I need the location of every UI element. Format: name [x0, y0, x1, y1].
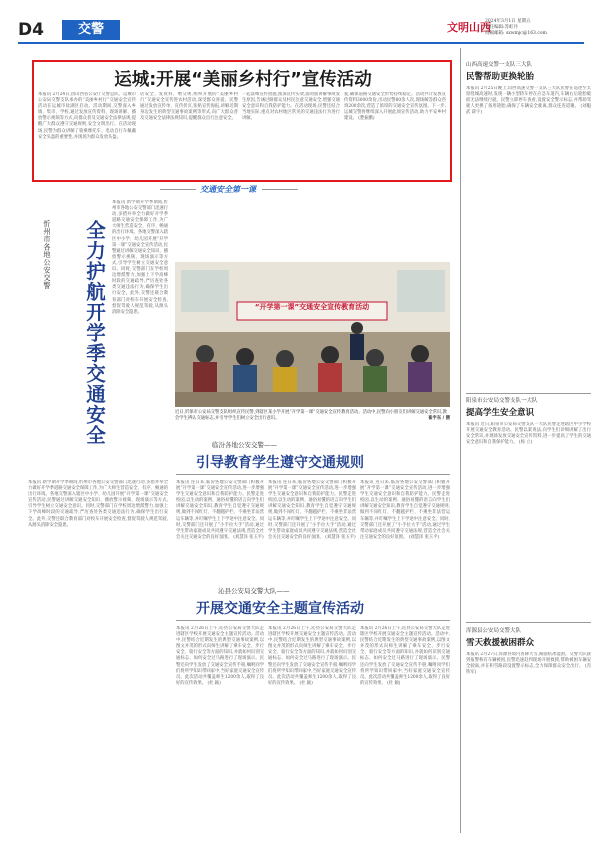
- header-meta: [485, 19, 547, 37]
- banner-rule-right: [262, 189, 298, 190]
- header-rule: [18, 42, 584, 44]
- right1-kicker: 山西高速交警一支队三大队: [466, 62, 533, 68]
- left-article-kicker: 忻州市各地公安交警: [43, 220, 52, 290]
- photo-caption-text: 近日,忻保市公安局交警支队组织宣传民警,到辖区某小学开展“开学第一课”交通安全宣传教育活动。活动中,民警向小朋友们讲解交通安全常识,教会学生辨认交通标志,并引导学生们树立安全出行意识。: [175, 410, 447, 421]
- right3-kicker: 浑源县公安局交警大队: [466, 628, 522, 634]
- sub1-headline: 引导教育学生遵守交通规则: [196, 455, 364, 471]
- right-rule-2: [466, 622, 591, 623]
- header-email: 投稿邮箱: sxwmjc@163.com: [485, 31, 547, 36]
- left-article-headline: 全力护航开学季交通安全: [83, 220, 106, 446]
- section-tag: 交警: [62, 20, 120, 40]
- header-date: 2024年3月1日 星期五: [485, 19, 531, 24]
- sub2-body-col2: 本报讯 2月26日上午,沁县公安局交警大队走进辖区学校开展交通安全主题宣传活动。活动中,民警结合近期发生的典型交通事故案例,以图文并茂的形式向师生讲解了乘车安全、步行安全、骑行安全等方面的知识,并就如何识别交通标志、如何安全过马路进行了现场演示。民警还向学生发放了交通安全宣传手册,嘱咐同学们将所学知识带回家中,当好家庭交通安全宣传员。此次活动共覆盖师生1200余人,取得了良好的宣传效果。 (杜 颖): [268, 626, 356, 686]
- photo-banner-text: “开学第一课”交通安全宣传教育活动: [254, 303, 370, 311]
- right2-kicker: 阳泉市公安局交警支队一大队: [466, 398, 538, 404]
- sub1-body-col2: 本报讯 连日来,临汾各地公安交警部门积极开展“开学第一课”交通安全宣传活动,进一步增强学生交通安全意识和自我防护能力。民警走进校园,以生动的案例、通俗易懂的语言向学生们讲解交通安全知识,教育学生自觉遵守交通规则,做到不闯红灯、不翻越护栏、不乘坐非法营运车辆等,并叮嘱学生上下学途中注意安全。同时,交警部门还开展了“小手拉大手”活动,通过学生带动家庭成员共同遵守交通法规,营造全社会关注交通安全的良好氛围。 (刘慧泽 张玉平): [268, 480, 356, 540]
- right3-headline: 雪天救援被困群众: [466, 638, 535, 648]
- page-number: D4: [18, 20, 44, 40]
- right2-body: 本报讯 近日,阳泉市公安局交警支队一大队民警走进辖区中小学校开展交通安全教育活动。民警以案说法,向学生们详细讲解了出行安全常识,并现场发放交通安全宣传资料,进一步提高了学生的交通安全意识和自我保护能力。 (杨 立): [466, 422, 591, 446]
- sub2-rule: [176, 620, 450, 621]
- right3-body: 本报讯 2月27日,浑源县境内普降大雪,路面结冰湿滑。交警大队接到报警称有车辆被困,民警迅速赶到现场开展救援,帮助被困车辆安全驶离,并在积雪路段设置警示标志,全力保障群众安全出行。 (肖铁军): [466, 652, 591, 676]
- main-article-col1: 本报讯 2月24日,由山西省公安厅交警总队、运城市公安局交警支队承办的“美丽乡村行”交通安全宣传活动在运城市盐湖区启动。活动期间,交警深入乡镇、集市、学校,通过发放宣传资料、现场讲解、播放警示视频等方式,向群众普及交通安全法律法规,提醒广大群众遵守交通规则,安全文明出行。在活动现场,民警为群众讲解了骑乘摩托车、电动自行车佩戴安全头盔的重要性,并现场为群众发放头盔。: [38, 92, 136, 140]
- sub1-body-col3: 本报讯 连日来,临汾各地公安交警部门积极开展“开学第一课”交通安全宣传活动,进一步增强学生交通安全意识和自我防护能力。民警走进校园,以生动的案例、通俗易懂的语言向学生们讲解交通安全知识,教育学生自觉遵守交通规则,做到不闯红灯、不翻越护栏、不乘坐非法营运车辆等,并叮嘱学生上下学途中注意安全。同时,交警部门还开展了“小手拉大手”活动,通过学生带动家庭成员共同遵守交通法规,营造全社会关注交通安全的良好氛围。 (刘慧泽 张玉平): [360, 480, 450, 540]
- sub1-kicker: 临汾各地公安交警——: [212, 441, 277, 449]
- main-headline: 运城:开展“美丽乡村行”宣传活动: [114, 70, 372, 90]
- sub1-body-col1: 本报讯 连日来,临汾各地公安交警部门积极开展“开学第一课”交通安全宣传活动,进一步增强学生交通安全意识和自我防护能力。民警走进校园,以生动的案例、通俗易懂的语言向学生们讲解交通安全知识,教育学生自觉遵守交通规则,做到不闯红灯、不翻越护栏、不乘坐非法营运车辆等,并叮嘱学生上下学途中注意安全。同时,交警部门还开展了“小手拉大手”活动,通过学生带动家庭成员共同遵守交通法规,营造全社会关注交通安全的良好氛围。 (刘慧泽 张玉平): [176, 480, 264, 540]
- sub2-body-col1: 本报讯 2月26日上午,沁县公安局交警大队走进辖区学校开展交通安全主题宣传活动。活动中,民警结合近期发生的典型交通事故案例,以图文并茂的形式向师生讲解了乘车安全、步行安全、骑行安全等方面的知识,并就如何识别交通标志、如何安全过马路进行了现场演示。民警还向学生发放了交通安全宣传手册,嘱咐同学们将所学知识带回家中,当好家庭交通安全宣传员。此次活动共覆盖师生1200余人,取得了良好的宣传效果。 (杜 颖): [176, 626, 264, 686]
- sub2-headline: 开展交通安全主题宣传活动: [196, 601, 364, 617]
- right1-body: 本报讯 2月25日晚上,山西高速交警一支队三大队民警在巡逻至太原绕城高速时,发现一辆小型轿车停在应急车道内,车辆右后轮胎破损无法继续行驶。民警立即停车查看,设置安全警示标志,并帮助驾驶人更换了备用轮胎,确保了车辆安全驶离,群众连连道谢。 (刘魁武 薛宇): [466, 86, 591, 116]
- main-article-col3: 一起落细宣传措施,推深宣传实效,面对面讲解事故发生原因,告诫过路群众及村民注意交通安全,增强交通安全意识和自我防护能力。在活动现场,民警还结合当地实际,重点对农村地区常见的交通违法行为进行讲解。: [242, 92, 340, 122]
- sidebar-divider: [460, 48, 461, 833]
- right-rule-1: [466, 393, 591, 394]
- main-article-col4: 爱,确保道路交通安全形势持续稳定。活动共计发放宣传资料3000余份,出动民警80余人次,现场解答群众咨询200余次,营造了浓厚的交通安全宣传氛围。下一步,运城交警将继续深入开展此项宣传活动,助力平安乡村建设。 (楚振鹏): [344, 92, 446, 122]
- sub2-kicker: 沁县公安局交警大队——: [218, 587, 290, 595]
- header-editor: 责任编辑:苏虹丹: [485, 25, 519, 30]
- photo-caption: [175, 410, 450, 422]
- left-article-body-continued: 本报讯 新学期开学季期间,忻州市各地公安交警部门迅速行动,多措并举全力做好开学季道路交通安全保障工作,为广大师生营造安全、有序、畅通的出行环境。各地交警深入辖区中小学、幼儿园开展“开学第一课”交通安全宣传活动,民警通过讲解交通安全知识、播放警示视频、现场演示等方式,引导学生树立交通安全意识。同时,交警部门在学校周边增派警力,加强上下学高峰时段的交通疏导,严厉查处各类交通违法行为,确保学生出行安全。此外,交警还联合教育部门对校车开展安全检查,督促驾驶人规范驾驶,从源头消除安全隐患。: [28, 480, 168, 528]
- right1-headline: 民警帮助更换轮胎: [466, 72, 535, 82]
- sub1-rule: [176, 474, 450, 475]
- banner-label: 交通安全第一课: [200, 185, 256, 194]
- newspaper-logo: 文明山西: [447, 21, 491, 34]
- photo-credit: 崔宇东 / 摄: [428, 416, 450, 421]
- main-article-col2: 话安全、发资料、赠交规,组织开展的“美丽乡村行”交通安全宣传进农村活动,深受群众喜爱。民警通过发放宣传单、宣传折页,张贴宣传海报,讲解近期身边发生的典型交通事故案例等形式,向广大群众普及交通安全法律法规知识,提醒群众出行注意安全。: [140, 92, 238, 122]
- left-article-body: 本报讯 新学期开学季期间,忻州市各地公安交警部门迅速行动,多措并举全力做好开学季道路交通安全保障工作,为广大师生营造安全、有序、畅通的出行环境。各地交警深入辖区中小学、幼儿园开展“开学第一课”交通安全宣传活动,民警通过讲解交通安全知识、播放警示视频、现场演示等方式,引导学生树立交通安全意识。同时,交警部门在学校周边增派警力,加强上下学高峰时段的交通疏导,严厉查处各类交通违法行为,确保学生出行安全。此外,交警还联合教育部门对校车开展安全检查,督促驾驶人规范驾驶,从源头消除安全隐患。: [112, 200, 168, 315]
- right2-headline: 提高学生安全意识: [466, 408, 535, 418]
- banner-rule-left: [160, 189, 196, 190]
- classroom-photo: [175, 262, 450, 407]
- sub2-body-col3: 本报讯 2月26日上午,沁县公安局交警大队走进辖区学校开展交通安全主题宣传活动。活动中,民警结合近期发生的典型交通事故案例,以图文并茂的形式向师生讲解了乘车安全、步行安全、骑行安全等方面的知识,并就如何识别交通标志、如何安全过马路进行了现场演示。民警还向学生发放了交通安全宣传手册,嘱咐同学们将所学知识带回家中,当好家庭交通安全宣传员。此次活动共覆盖师生1200余人,取得了良好的宣传效果。 (杜 颖): [360, 626, 450, 686]
